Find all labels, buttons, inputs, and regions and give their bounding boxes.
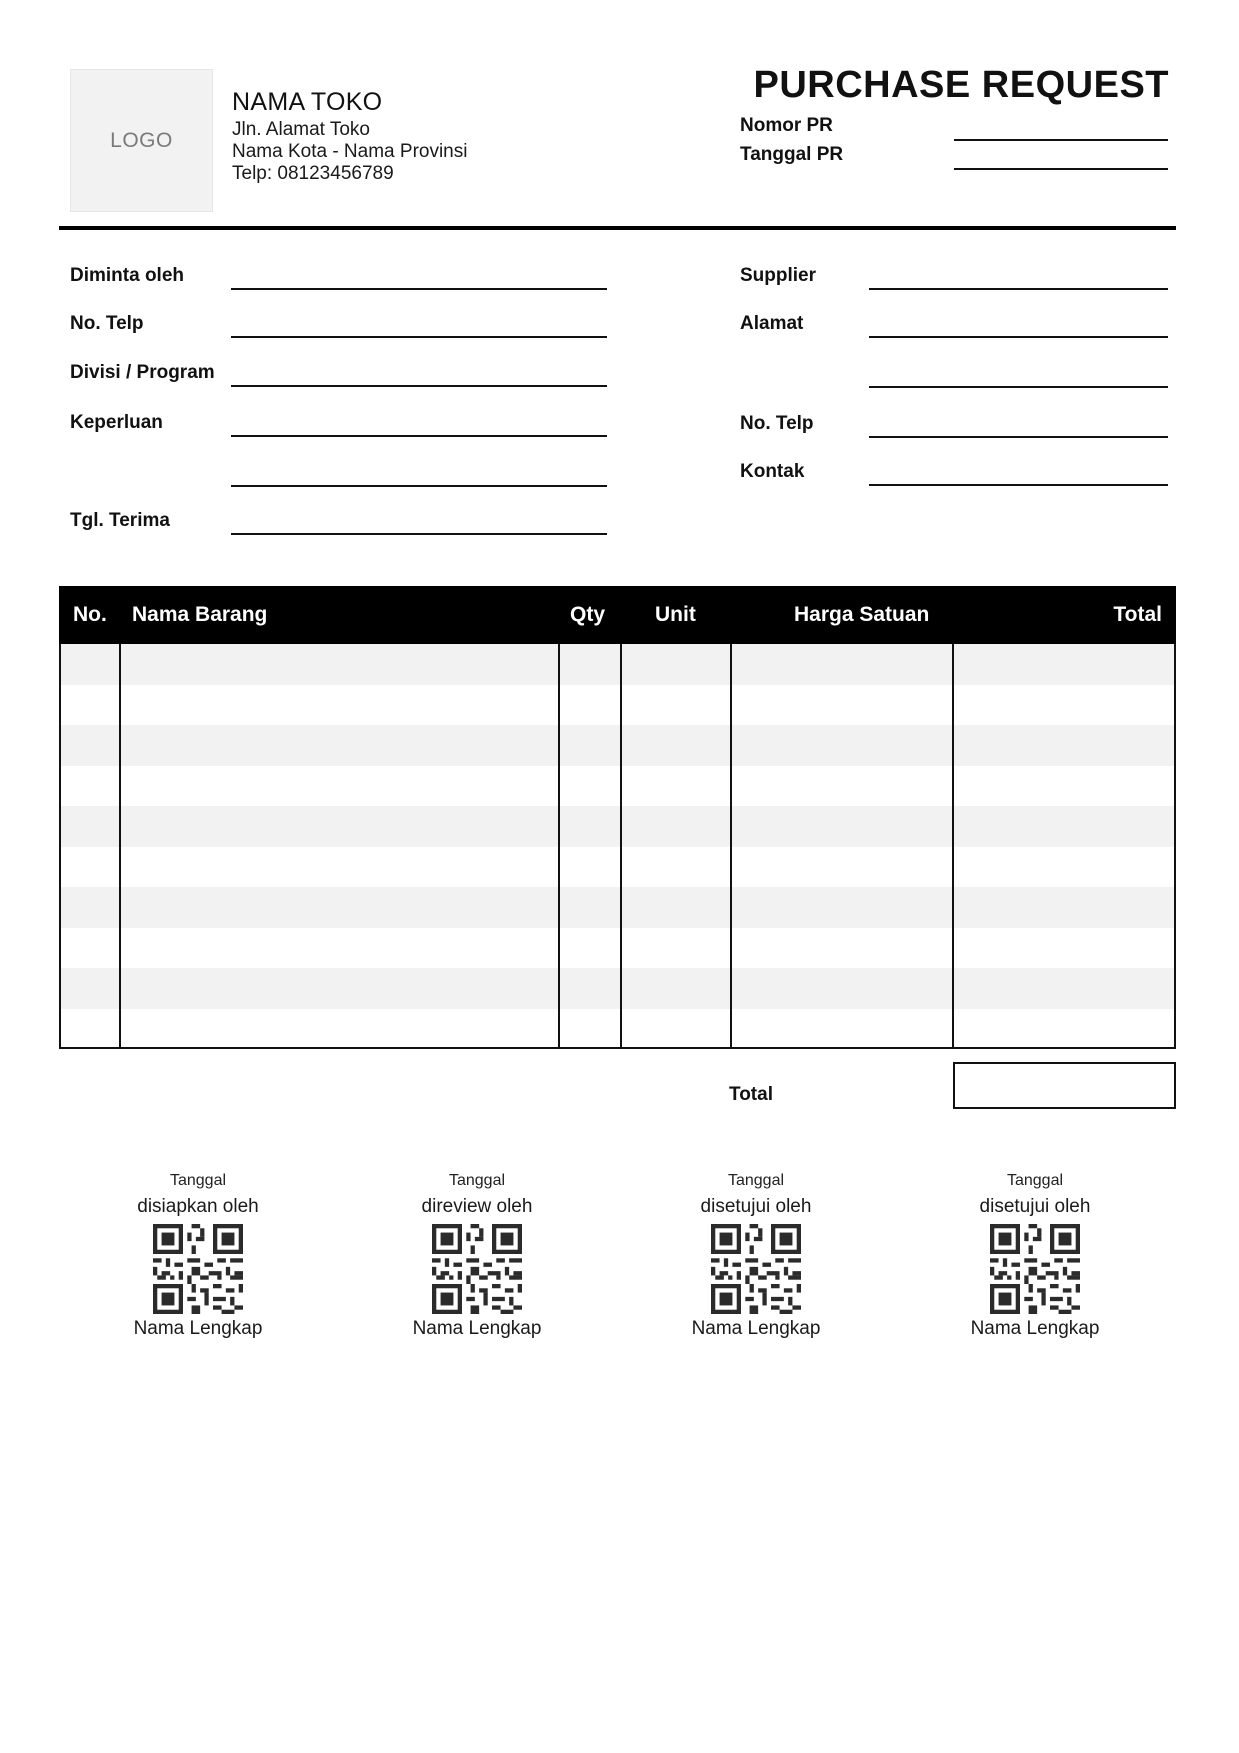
- requester-phone-field[interactable]: [231, 336, 607, 338]
- qr-code-icon: [711, 1224, 801, 1314]
- col-header-unit: Unit: [655, 603, 696, 626]
- supplier-phone-label: No. Telp: [740, 413, 814, 434]
- table-row[interactable]: [61, 644, 1174, 685]
- column-divider: [730, 644, 732, 1047]
- col-header-no: No.: [73, 603, 107, 626]
- signature-block-approved-1: [636, 1172, 876, 1340]
- grand-total-field[interactable]: [953, 1062, 1176, 1109]
- supplier-address-field-line-2[interactable]: [869, 386, 1168, 388]
- supplier-address-field[interactable]: [869, 336, 1168, 338]
- table-row[interactable]: [61, 685, 1174, 726]
- column-divider: [558, 644, 560, 1047]
- supplier-contact-label: Kontak: [740, 461, 805, 482]
- requested-by-field[interactable]: [231, 288, 607, 290]
- table-row[interactable]: [61, 725, 1174, 766]
- purpose-field[interactable]: [231, 435, 607, 437]
- grand-total-label: Total: [729, 1084, 773, 1105]
- supplier-contact-field[interactable]: [869, 484, 1168, 486]
- header-divider: [59, 226, 1176, 230]
- signature-role: disetujui oleh: [979, 1196, 1091, 1217]
- signature-name: Nama Lengkap: [691, 1318, 821, 1339]
- signature-date-label: Tanggal: [169, 1172, 227, 1189]
- col-header-price: Harga Satuan: [794, 603, 930, 626]
- table-row[interactable]: [61, 806, 1174, 847]
- logo-placeholder: [70, 69, 213, 212]
- pr-number-field[interactable]: [954, 139, 1168, 141]
- supplier-phone-field[interactable]: [869, 436, 1168, 438]
- signature-date-label: Tanggal: [448, 1172, 506, 1189]
- pr-number-label: Nomor PR: [740, 115, 833, 136]
- division-field[interactable]: [231, 385, 607, 387]
- table-row[interactable]: [61, 928, 1174, 969]
- table-body: [59, 644, 1176, 1049]
- qr-code-icon: [153, 1224, 243, 1314]
- signature-block-prepared: [78, 1172, 318, 1340]
- table-row[interactable]: [61, 1009, 1174, 1050]
- signature-name: Nama Lengkap: [412, 1318, 542, 1339]
- requested-by-label: Diminta oleh: [70, 265, 185, 286]
- supplier-field[interactable]: [869, 288, 1168, 290]
- shop-address: Jln. Alamat Toko: [232, 119, 371, 140]
- col-header-qty: Qty: [570, 603, 606, 626]
- purpose-label: Keperluan: [70, 412, 163, 433]
- column-divider: [620, 644, 622, 1047]
- signature-role: disiapkan oleh: [137, 1196, 259, 1217]
- table-row[interactable]: [61, 887, 1174, 928]
- shop-phone: Telp: 08123456789: [232, 163, 394, 184]
- pr-date-label: Tanggal PR: [740, 144, 844, 165]
- logo-text: LOGO: [110, 128, 173, 152]
- signature-date-label: Tanggal: [727, 1172, 785, 1189]
- signature-role: disetujui oleh: [700, 1196, 812, 1217]
- division-label: Divisi / Program: [70, 362, 215, 383]
- table-header: [59, 586, 1176, 644]
- table-row[interactable]: [61, 847, 1174, 888]
- qr-code-icon: [990, 1224, 1080, 1314]
- qr-code-icon: [432, 1224, 522, 1314]
- received-date-field[interactable]: [231, 533, 607, 535]
- col-header-total: Total: [1113, 603, 1162, 626]
- signature-block-reviewed: [357, 1172, 597, 1340]
- requester-phone-label: No. Telp: [70, 313, 144, 334]
- signature-block-approved-2: [915, 1172, 1155, 1340]
- column-divider: [119, 644, 121, 1047]
- document-title: PURCHASE REQUEST: [753, 64, 1169, 106]
- shop-city: Nama Kota - Nama Provinsi: [232, 141, 468, 162]
- signature-name: Nama Lengkap: [970, 1318, 1100, 1339]
- table-row[interactable]: [61, 766, 1174, 807]
- items-table: [59, 586, 1176, 1049]
- signature-role: direview oleh: [421, 1196, 533, 1217]
- received-date-label: Tgl. Terima: [70, 510, 170, 531]
- pr-date-field[interactable]: [954, 168, 1168, 170]
- signature-name: Nama Lengkap: [133, 1318, 263, 1339]
- purpose-field-line-2[interactable]: [231, 485, 607, 487]
- supplier-label: Supplier: [740, 265, 817, 286]
- supplier-address-label: Alamat: [740, 313, 804, 334]
- column-divider: [952, 644, 954, 1047]
- signature-date-label: Tanggal: [1006, 1172, 1064, 1189]
- col-header-item: Nama Barang: [132, 603, 268, 626]
- table-row[interactable]: [61, 968, 1174, 1009]
- shop-name: NAMA TOKO: [232, 88, 383, 116]
